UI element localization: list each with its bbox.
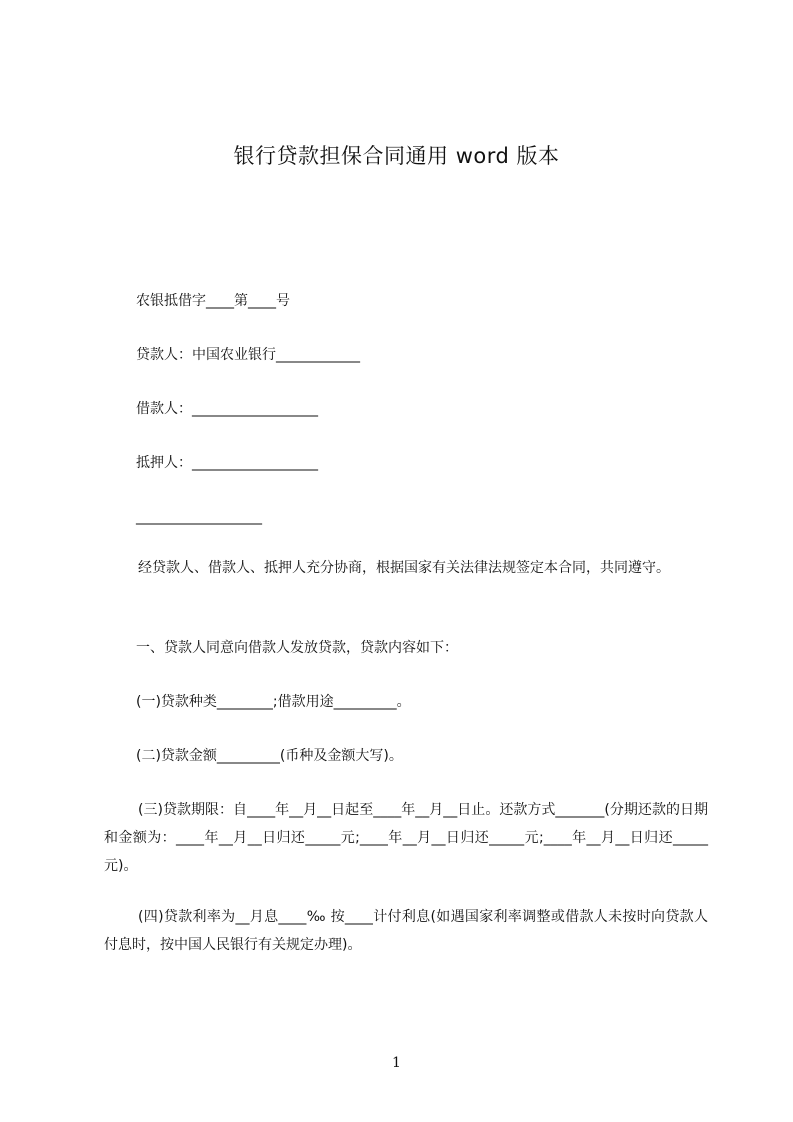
- document-title: 银行贷款担保合同通用 word 版本: [233, 144, 560, 168]
- item-3-text: (三)贷款期限：自____年__月__日起至____年__月__日止。还款方式_______(分期还款的日期和金额为：____年__月__日归还_____元;____年__月__日归还_____元;____年__月__日归还_____元)。: [104, 802, 708, 874]
- item-3-loan-term: [104, 796, 708, 880]
- borrower-line: 借款人：__________________: [136, 401, 318, 417]
- contract-number-line: 农银抵借字____第____号: [136, 293, 290, 309]
- lender-line: 贷款人：中国农业银行____________: [136, 347, 360, 363]
- section-1-heading: 一、贷款人同意向借款人发放贷款，贷款内容如下：: [136, 640, 458, 656]
- intro-text: 经贷款人、借款人、抵押人充分协商，根据国家有关法律法规签定本合同，共同遵守。: [138, 560, 670, 576]
- item-1-loan-type: (一)贷款种类________;借款用途_________。: [136, 694, 411, 710]
- page-number: 1: [392, 1055, 401, 1071]
- item-4-interest-rate: [104, 903, 708, 959]
- blank-signature-line: __________________: [136, 509, 262, 525]
- intro-paragraph: [104, 554, 708, 582]
- mortgagor-line: 抵押人：__________________: [136, 455, 318, 471]
- item-2-loan-amount: (二)贷款金额_________(币种及金额大写)。: [136, 748, 403, 764]
- item-4-text: (四)贷款利率为__月息____‰ 按____计付利息(如遇国家利率调整或借款人未按时向贷款人付息时，按中国人民银行有关规定办理)。: [104, 909, 708, 953]
